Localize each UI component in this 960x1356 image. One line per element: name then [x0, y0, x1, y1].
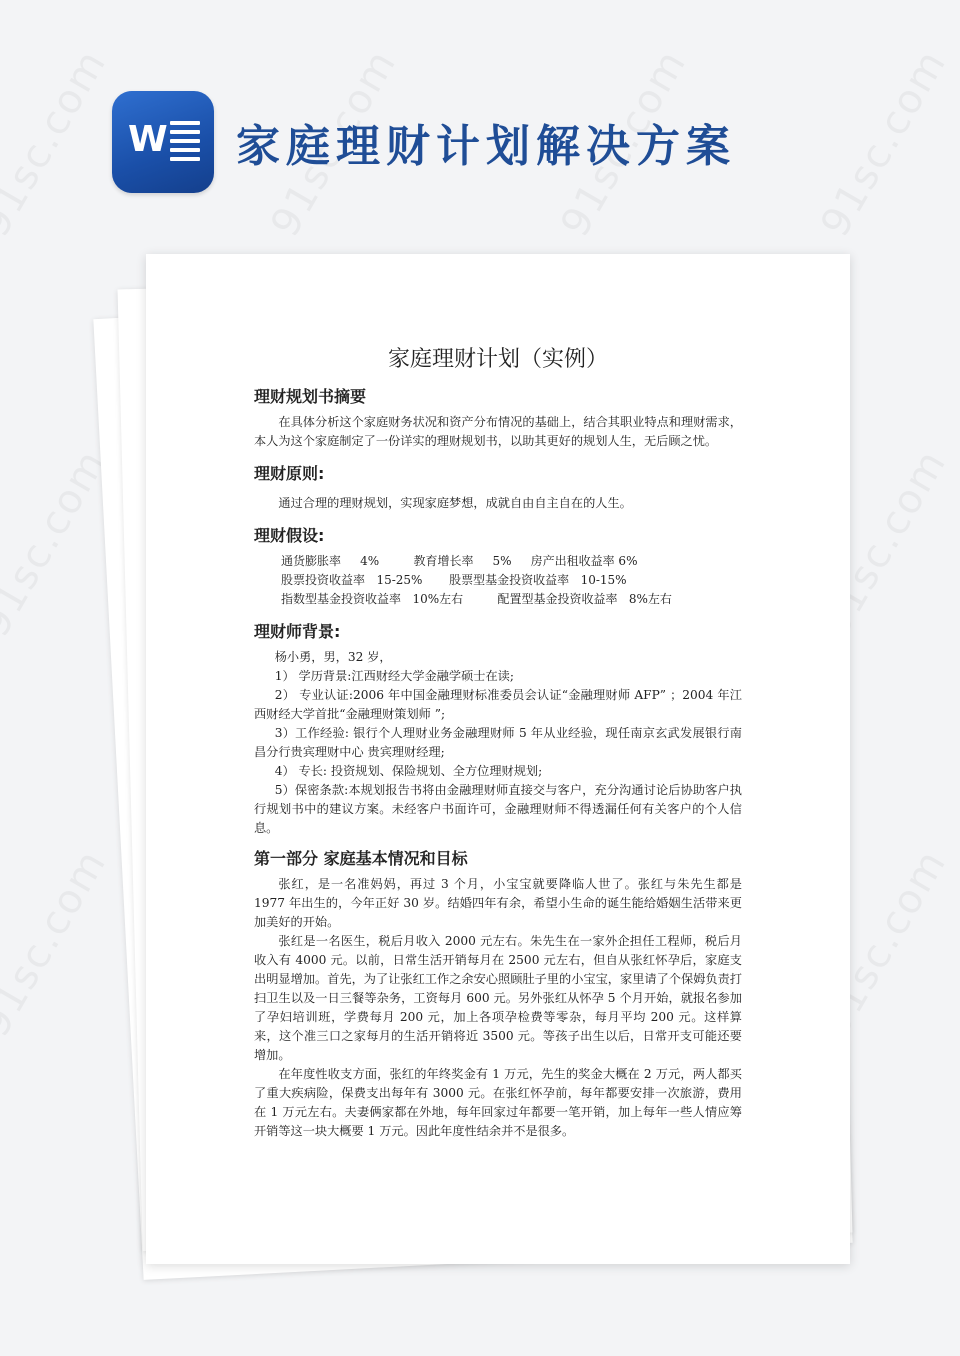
header-title: 家庭理财计划解决方案 — [236, 121, 736, 172]
part1-paragraph: 张红，是一名准妈妈，再过 3 个月，小宝宝就要降临人世了。张红与朱先生都是 1977 年出生的，今年正好 30 岁。结婚四年有余，希望小生命的诞生能给婚姻生活带来更加美好的开始。 — [254, 877, 742, 929]
planner-item: 3）工作经验: 银行个人理财业务金融理财师 5 年从业经验，现任南京玄武发展银行南昌分行贵宾理财中心 贵宾理财经理; — [254, 726, 742, 759]
assumption-row: 股票投资收益率 15-25% 股票型基金投资收益率 10-15% — [281, 573, 627, 587]
watermark-text — [0, 41, 116, 244]
planner-item: 4） 专长: 投资规划、保险规划、全方位理财规划; — [274, 764, 543, 778]
watermark-text — [0, 441, 116, 644]
assumptions-heading: 理财假设: — [254, 526, 325, 545]
part1-paragraph: 张红是一名医生，税后月收入 2000 元左右。朱先生在一家外企担任工程师，税后月收入有 4000 元。以前，日常生活开销每月在 2500 元左右，但自从张红怀孕后，家庭支出明显增加。首先，为了让张红工作之余安心照顾肚子里的小宝宝，家里请了个保姆负责打扫卫生以及一日三餐等杂务，工资每月 600 元。另外张红从怀孕 5 个月开始，就报名参加了孕妇培训班，学费每月 200 元，加上各项孕检费等零杂，每月平均 200 元。这样算来，这个准三口之家每月的生活开销将近 3500 元。等孩子出生以后，日常开支可能还要增加。 — [254, 934, 742, 1062]
word-icon-letter: W — [128, 119, 168, 160]
summary-text: 在具体分析这个家庭财务状况和资产分布情况的基础上，结合其职业特点和理财需求，本人为这个家庭制定了一份详实的理财规划书，以助其更好的规划人生，无后顾之忧。 — [254, 415, 742, 448]
document-content — [254, 384, 742, 1141]
planner-item: 1） 学历背景:江西财经大学金融学硕士在读; — [274, 669, 514, 683]
header — [112, 90, 932, 194]
principle-heading: 理财原则: — [254, 464, 325, 483]
document-page — [146, 254, 850, 1264]
principle-text: 通过合理的理财规划，实现家庭梦想，成就自由自主自在的人生。 — [278, 496, 632, 510]
planner-heading: 理财师背景: — [254, 622, 341, 641]
planner-item: 5）保密条款:本规划报告书将由金融理财师直接交与客户，充分沟通讨论后协助客户执行规划书中的建议方案。未经客户书面许可，金融理财师不得透漏任何有关客户的个人信息。 — [254, 783, 742, 835]
word-document-icon — [112, 91, 214, 193]
assumption-row: 通货膨胀率 4% 教育增长率 5% 房产出租收益率 6% — [281, 554, 638, 568]
summary-heading: 理财规划书摘要 — [254, 387, 367, 406]
word-icon-lines — [170, 121, 200, 166]
planner-item: 杨小勇，男，32 岁， — [274, 650, 392, 664]
part1-paragraph: 在年度性收支方面，张红的年终奖金有 1 万元，先生的奖金大概在 2 万元，两人都买了重大疾病险，保费支出每年有 3000 元。在张红怀孕前，每年都要安排一次旅游，费用在 1 万元左右。夫妻俩家都在外地，每年回家过年都要一笔开销，加上每年一些人情应筹开销等这一块大概要 1 万元。因此年度性结余并不是很多。 — [254, 1067, 742, 1138]
part1-heading: 第一部分 家庭基本情况和目标 — [254, 849, 468, 868]
planner-item: 2） 专业认证:2006 年中国金融理财标准委员会认证“金融理财师 AFP” ；2004 年江西财经大学首批“金融理财策划师 ”; — [254, 688, 742, 721]
document-title: 家庭理财计划（实例） — [387, 347, 608, 372]
watermark-text — [0, 841, 116, 1044]
assumption-row: 指数型基金投资收益率 10%左右 配置型基金投资收益率 8%左右 — [281, 592, 672, 606]
